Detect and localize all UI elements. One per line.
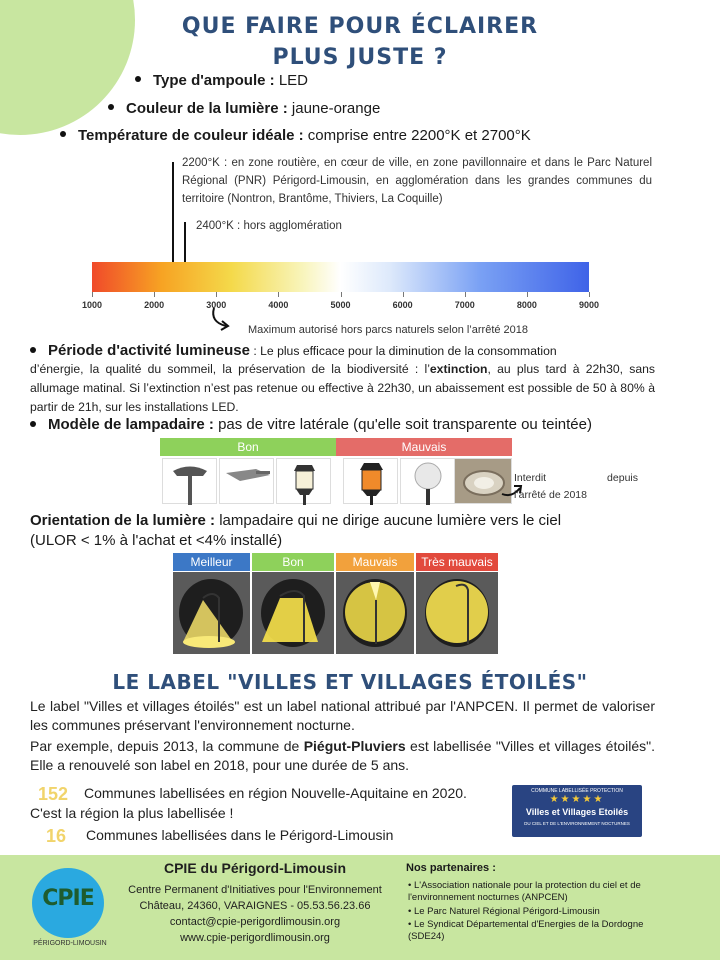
- orientation-very-bad: Très mauvais: [416, 553, 498, 571]
- scale-tick: [465, 292, 466, 297]
- page-title-line1: QUE FAIRE POUR ÉCLAIRER: [181, 14, 539, 39]
- good-header: Bon: [160, 438, 336, 456]
- orientation-ulor: (ULOR < 1% à l'achat et <4% installé): [30, 532, 283, 549]
- villes-villages-etoiles-badge: COMMUNE LABELLISÉE PROTECTION ★★★★★ Villes et Villages Etoilés DU CIEL ET DE L'ENVIRONNEMENT NOCTURNES: [512, 785, 642, 837]
- color-temperature-bar: [92, 262, 589, 292]
- count-region: 152: [38, 784, 69, 804]
- logo-subtitle: PÉRIGORD-LIMOUSIN: [33, 940, 107, 947]
- cpie-logo: CPIE: [32, 868, 104, 938]
- forbidden-note: Interdit depuis l’arrêté de 2018: [514, 472, 638, 501]
- scale-label: 8000: [516, 300, 537, 310]
- orientation-panel-very-bad: [416, 572, 498, 654]
- scale-tick: [92, 292, 93, 297]
- partner-item: • Le Parc Naturel Régional Périgord-Limousin: [408, 906, 600, 917]
- orientation-best: Meilleur: [173, 553, 250, 571]
- scale-label: 5000: [330, 300, 351, 310]
- orientation-panel-best: [173, 572, 250, 654]
- color-temperature: Température de couleur idéale : comprise entre 2200°K et 2700°K: [60, 127, 531, 144]
- org-email[interactable]: contact@cpie-perigordlimousin.org: [169, 916, 341, 928]
- org-website[interactable]: www.cpie-perigordlimousin.org: [180, 932, 330, 944]
- scale-label: 6000: [392, 300, 413, 310]
- count-region-text: Communes labellisées en région Nouvelle-Aquitaine en 2020.: [84, 785, 467, 801]
- lamp-bad-2: [400, 458, 455, 504]
- scale-tick: [589, 292, 590, 297]
- scale-tick: [216, 292, 217, 297]
- count-local-text: Communes labellisées dans le Périgord-Limousin: [86, 827, 394, 843]
- street-lamp-icon: [163, 459, 218, 505]
- globe-lamp-icon: [401, 459, 456, 505]
- max-note: Maximum autorisé hors parcs naturels selon l’arrêté 2018: [248, 324, 529, 336]
- orientation-bad: Mauvais: [336, 553, 414, 571]
- scale-label: 3000: [206, 300, 227, 310]
- light-cone-icon: [336, 572, 414, 654]
- scale-label: 4000: [268, 300, 289, 310]
- bulb-type: Type d'ampoule : LED: [135, 72, 308, 89]
- street-lamp-icon: [220, 459, 275, 505]
- arrow-2400: [184, 222, 186, 262]
- bullet-icon: [30, 347, 36, 353]
- org-name: CPIE du Périgord-Limousin: [163, 860, 346, 876]
- page-title-line2: PLUS JUSTE ?: [272, 45, 448, 70]
- scale-label: 2000: [144, 300, 165, 310]
- scale-tick: [278, 292, 279, 297]
- scale-label: 7000: [454, 300, 475, 310]
- label-section-title: LE LABEL "VILLES ET VILLAGES ÉTOILÉS": [112, 670, 588, 694]
- bullet-icon: [135, 76, 141, 82]
- lamp-good-3: [276, 458, 331, 504]
- lamp-good-1: [162, 458, 217, 504]
- label-para-1: Le label "Villes et villages étoilés" est un label national attribué par l'ANPCEN. Il permet de valoriser les communes préservant l'environnement nocturne.: [30, 698, 655, 733]
- lamp-model-heading: Modèle de lampadaire : pas de vitre latérale (qu'elle soit transparente ou teintée): [30, 416, 592, 433]
- scale-label: 1000: [81, 300, 103, 310]
- partners-title: Nos partenaires :: [406, 862, 496, 874]
- light-cone-icon: [416, 572, 498, 654]
- curved-arrow-icon: [206, 306, 234, 332]
- orientation-panel-good: [252, 572, 334, 654]
- scale-tick: [341, 292, 342, 297]
- activity-heading: Période d'activité lumineuse : Le plus efficace pour la diminution de la consommation: [30, 342, 557, 359]
- scale-label: 9000: [578, 300, 600, 310]
- count-region-text-2: C'est la région la plus labellisée !: [30, 805, 234, 821]
- orientation-panel-bad: [336, 572, 414, 654]
- scale-tick: [527, 292, 528, 297]
- partner-item: • L'Association nationale pour la protection du ciel et de l'environnement nocturnes (ANPCEN): [408, 880, 641, 903]
- note-2400: 2400°K : hors agglomération: [196, 220, 342, 232]
- org-address: Château, 24360, VARAIGNES - 05.53.56.23.66: [139, 900, 371, 912]
- orientation-good: Bon: [252, 553, 334, 571]
- scale-tick: [154, 292, 155, 297]
- label-para-2: Par exemple, depuis 2013, la commune de Piégut-Pluviers est labellisée "Villes et villages étoilés". Elle a renouvelé son label en 2018, pour une durée de 5 ans.: [30, 738, 655, 773]
- note-2200: 2200°K : en zone routière, en cœur de ville, en zone pavillonnaire et dans le Parc Naturel Régional (PNR) Périgord-Limousin, en agglomération dans les grandes communes du territoire (Nontron, Brantôme, Thiviers, La Coquille): [182, 157, 652, 205]
- orientation-heading: Orientation de la lumière : lampadaire qui ne dirige aucune lumière vers le ciel: [30, 512, 562, 529]
- light-cone-icon: [252, 572, 334, 654]
- lantern-lamp-icon: [277, 459, 332, 505]
- arrow-2200: [172, 162, 174, 262]
- stars-icon: ★★★★★: [549, 794, 605, 805]
- bullet-icon: [30, 421, 36, 427]
- lamp-good-2: [219, 458, 274, 504]
- lantern-lamp-icon: [344, 459, 399, 505]
- bullet-icon: [60, 131, 66, 137]
- partner-item: • Le Syndicat Départemental d'Energies de la Dordogne (SDE24): [408, 919, 644, 942]
- light-cone-icon: [173, 572, 250, 654]
- activity-text: d’énergie, la qualité du sommeil, la préservation de la biodiversité : l’extinction, au plus tard à 22h30, sans allumage matinal. Si l’extinction n’est pas retenue ou effective à 22h30, un abaissement est possible de 50 à 80% à partir de 21h, sur les installations LED.: [30, 362, 655, 414]
- count-local: 16: [46, 826, 67, 846]
- lamp-bad-1: [343, 458, 398, 504]
- org-full-name: Centre Permanent d'Initiatives pour l'Environnement: [128, 884, 382, 896]
- bad-header: Mauvais: [336, 438, 512, 456]
- bullet-icon: [108, 104, 114, 110]
- light-color: Couleur de la lumière : jaune-orange: [108, 100, 380, 117]
- scale-tick: [403, 292, 404, 297]
